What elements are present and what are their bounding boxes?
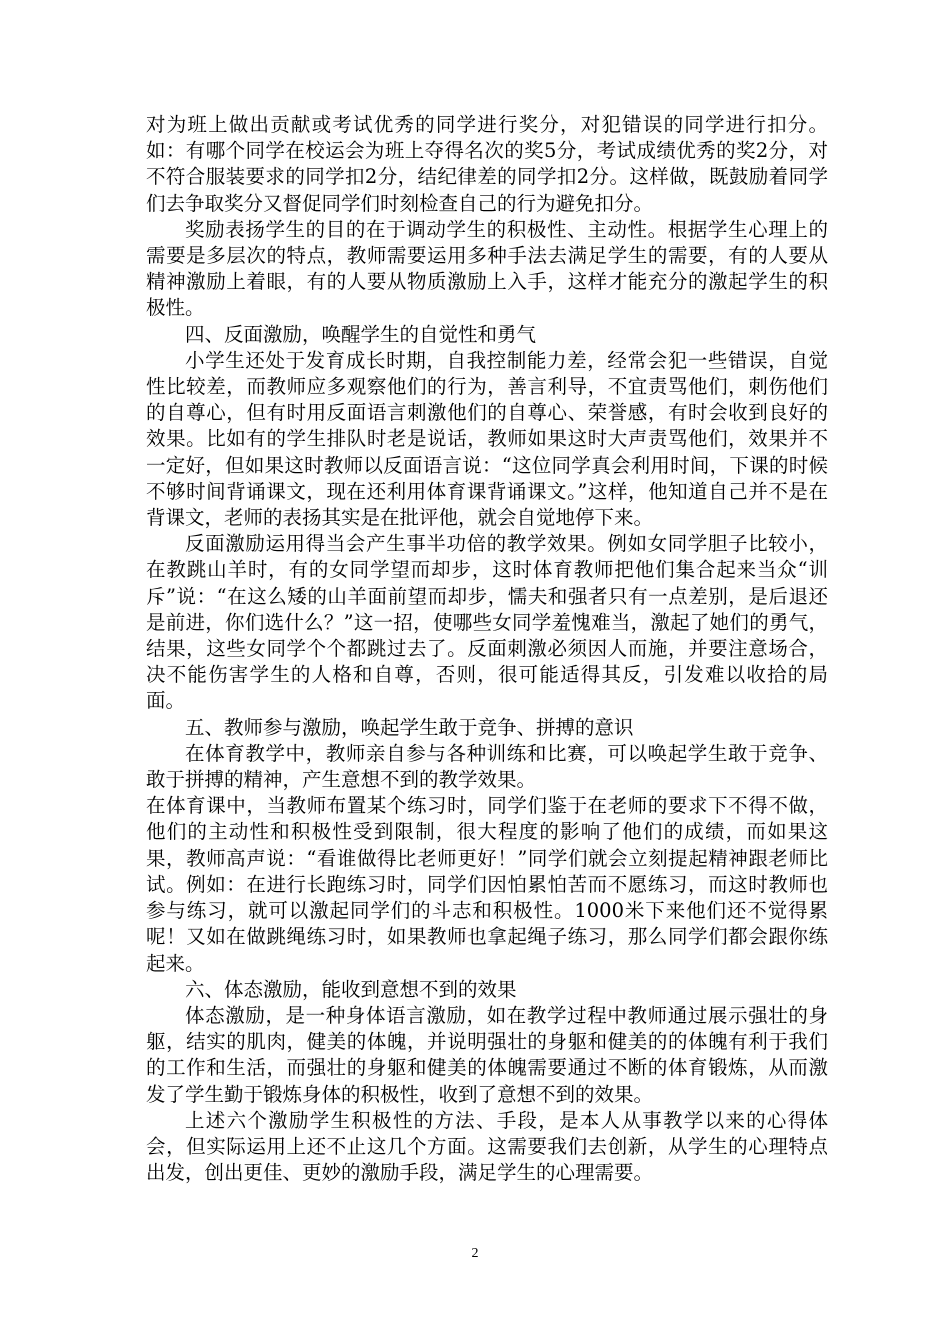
section-heading-6: 六、体态激励，能收到意想不到的效果 bbox=[185, 977, 517, 1001]
paragraph-1: 对为班上做出贡献或考试优秀的同学进行奖分，对犯错误的同学进行扣分。如：有哪个同学在校运会为班上夺得名次的奖5分，考试成绩优秀的奖2分，对不符合服装要求的同学扣2分，结纪律差的同学扣2分。这样做，既鼓励着同学们去争取奖分又督促同学们时刻检查自己的行为避免扣分。 bbox=[146, 113, 828, 215]
paragraph-7: 体态激励，是一种身体语言激励，如在教学过程中教师通过展示强壮的身躯，结实的肌肉，健美的体魄，并说明强壮的身躯和健美的的体魄有利于我们的工作和生活，而强壮的身躯和健美的体魄需要通过不断的体育锻炼，从而激发了学生勤于锻炼身体的积极性，收到了意想不到的效果。 bbox=[146, 1003, 828, 1106]
paragraph-2: 奖励表扬学生的目的在于调动学生的积极性、主动性。根据学生心理上的需要是多层次的特点，教师需要运用多种手法去满足学生的需要，有的人要从精神激励上着眼，有的人要从物质激励上入手，这样才能充分的激起学生的积极性。 bbox=[146, 217, 828, 320]
paragraph-6: 在体育课中，当教师布置某个练习时，同学们鉴于在老师的要求下不得不做，他们的主动性和积极性受到限制，很大程度的影响了他们的成绩，而如果这果，教师高声说：“看谁做得比老师更好！”同学们就会立刻提起精神跟老师比试。例如：在进行长跑练习时，同学们因怕累怕苦而不愿练习，而这时教师也参与练习，就可以激起同学们的斗志和积极性。1000米下来他们还不觉得累呢！又如在做跳绳练习时，如果教师也拿起绳子练习，那么同学们都会跟你练起来。 bbox=[146, 794, 828, 975]
paragraph-5: 在体育教学中，教师亲自参与各种训练和比赛，可以唤起学生敢于竞争、敢于拼搏的精神，产生意想不到的教学效果。 bbox=[146, 741, 828, 792]
document-body bbox=[146, 112, 828, 1186]
paragraph-3: 小学生还处于发育成长时期，自我控制能力差，经常会犯一些错误，自觉性比较差，而教师应多观察他们的行为，善言利导，不宜责骂他们，刺伤他们的自尊心，但有时用反面语言刺激他们的自尊心、荣誉感，有时会收到良好的效果。比如有的学生排队时老是说话，教师如果这时大声责骂他们，效果并不一定好，但如果这时教师以反面语言说：“这位同学真会利用时间，下课的时候不够时间背诵课文，现在还利用体育课背诵课文。”这样，他知道自己并不是在背课文，老师的表扬其实是在批评他，就会自觉地停下来。 bbox=[146, 348, 828, 530]
section-heading-4: 四、反面激励，唤醒学生的自觉性和勇气 bbox=[185, 322, 537, 346]
section-heading-5: 五、教师参与激励，唤起学生敢于竞争、拼搏的意识 bbox=[185, 715, 634, 739]
paragraph-4: 反面激励运用得当会产生事半功倍的教学效果。例如女同学胆子比较小，在教跳山羊时，有的女同学望而却步，这时体育教师把他们集合起来当众“训斥”说：“在这么矮的山羊面前望而却步，懦夫和强者只有一点差别，是后退还是前进，你们选什么？”这一招，使哪些女同学羞愧难当，激起了她们的勇气，结果，这些女同学个个都跳过去了。反面刺激必须因人而施，并要注意场合，决不能伤害学生的人格和自尊，否则，很可能适得其反，引发难以收拾的局面。 bbox=[146, 532, 828, 713]
page-number: 2 bbox=[471, 1246, 479, 1261]
paragraph-8: 上述六个激励学生积极性的方法、手段，是本人从事教学以来的心得体会，但实际运用上还不止这几个方面。这需要我们去创新，从学生的心理特点出发，创出更佳、更妙的激励手段，满足学生的心理需要。 bbox=[146, 1108, 828, 1185]
